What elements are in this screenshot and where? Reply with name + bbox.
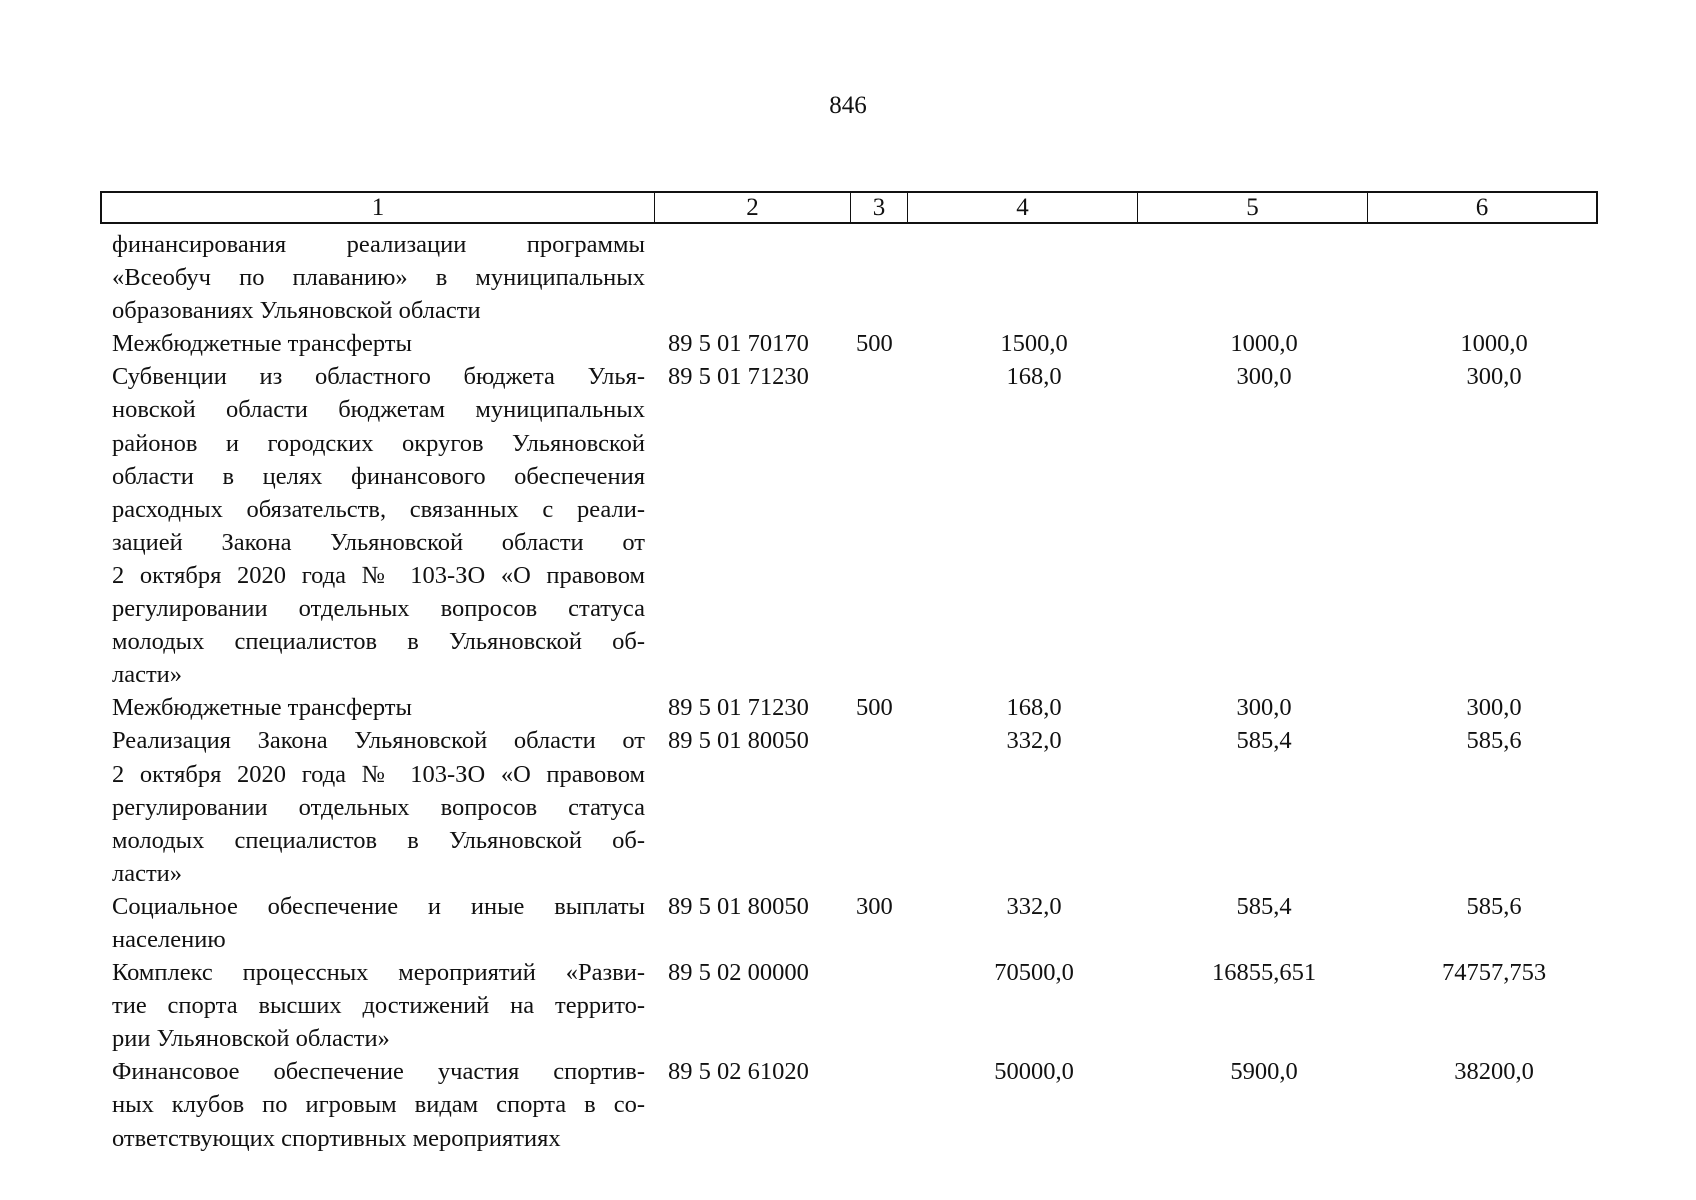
description-line: 2 октября 2020 года № 103-ЗО «О правовом xyxy=(112,561,645,589)
row-value-5: 5900,0 xyxy=(1230,1058,1298,1086)
row-type: 500 xyxy=(856,694,893,722)
row-value-6: 585,6 xyxy=(1466,727,1522,755)
row-value-6: 38200,0 xyxy=(1454,1058,1534,1086)
row-code: 89 5 02 61020 xyxy=(668,1058,809,1086)
table-row xyxy=(112,724,1598,889)
row-code: 89 5 01 80050 xyxy=(668,727,809,755)
header-col-5: 5 xyxy=(1138,193,1368,222)
description-line: зацией Закона Ульяновской области от xyxy=(112,528,645,556)
table-row xyxy=(112,1055,1598,1154)
header-col-4: 4 xyxy=(908,193,1138,222)
row-description xyxy=(112,890,645,956)
description-line: ласти» xyxy=(112,661,183,689)
description-line: регулировании отдельных вопросов статуса xyxy=(112,793,645,821)
row-description xyxy=(112,724,645,889)
description-line: регулировании отдельных вопросов статуса xyxy=(112,595,645,623)
row-code: 89 5 01 70170 xyxy=(668,330,809,358)
row-type: 500 xyxy=(856,330,893,358)
description-line: Межбюджетные трансферты xyxy=(112,694,412,722)
row-value-5: 1000,0 xyxy=(1230,330,1298,358)
row-description xyxy=(112,691,645,724)
row-value-4: 168,0 xyxy=(1006,363,1062,391)
header-col-2: 2 xyxy=(655,193,851,222)
row-value-4: 168,0 xyxy=(1006,694,1062,722)
header-col-6: 6 xyxy=(1475,194,1489,221)
page-number: 846 xyxy=(829,92,867,119)
row-value-4: 70500,0 xyxy=(994,959,1074,987)
description-line: рии Ульяновской области» xyxy=(112,1025,390,1053)
row-code: 89 5 02 00000 xyxy=(668,959,809,987)
description-line: Межбюджетные трансферты xyxy=(112,330,412,358)
row-description xyxy=(112,360,645,691)
row-value-6: 300,0 xyxy=(1466,694,1522,722)
row-value-5: 585,4 xyxy=(1236,727,1292,755)
description-line: образованиях Ульяновской области xyxy=(112,297,481,325)
description-line: молодых специалистов в Ульяновской об- xyxy=(112,826,645,854)
table-body xyxy=(112,228,1598,1155)
description-line: 2 октября 2020 года № 103-ЗО «О правовом xyxy=(112,760,645,788)
description-line: районов и городских округов Ульяновской xyxy=(112,429,645,457)
description-line: населению xyxy=(112,925,226,953)
row-code: 89 5 01 71230 xyxy=(668,363,809,391)
row-code: 89 5 01 80050 xyxy=(668,892,809,920)
row-value-6: 585,6 xyxy=(1466,892,1522,920)
row-description xyxy=(112,228,645,327)
table-row xyxy=(112,360,1598,691)
row-value-4: 1500,0 xyxy=(1000,330,1068,358)
table-row xyxy=(112,228,1598,327)
row-value-5: 300,0 xyxy=(1236,694,1292,722)
description-line: Реализация Закона Ульяновской области от xyxy=(112,727,645,755)
row-description xyxy=(112,956,645,1055)
row-value-6: 1000,0 xyxy=(1460,330,1528,358)
row-description xyxy=(112,1055,645,1154)
row-value-5: 300,0 xyxy=(1236,363,1292,391)
description-line: ответствующих спортивных мероприятиях xyxy=(112,1124,561,1152)
table-row xyxy=(112,691,1598,724)
description-line: «Всеобуч по плаванию» в муниципальных xyxy=(112,264,645,292)
table-row xyxy=(112,327,1598,360)
description-line: тие спорта высших достижений на террито- xyxy=(112,992,645,1020)
row-value-4: 332,0 xyxy=(1006,892,1062,920)
row-value-4: 332,0 xyxy=(1006,727,1062,755)
row-code: 89 5 01 71230 xyxy=(668,694,809,722)
description-line: новской области бюджетам муниципальных xyxy=(112,396,645,424)
row-value-4: 50000,0 xyxy=(994,1058,1074,1086)
description-line: ных клубов по игровым видам спорта в со- xyxy=(112,1091,645,1119)
table-row xyxy=(112,956,1598,1055)
description-line: финансирования реализации программы xyxy=(112,231,645,258)
description-line: ласти» xyxy=(112,859,183,887)
table-row xyxy=(112,890,1598,956)
row-description xyxy=(112,327,645,360)
row-value-6: 74757,753 xyxy=(1441,959,1547,987)
row-value-5: 585,4 xyxy=(1236,892,1292,920)
description-line: Субвенции из областного бюджета Улья- xyxy=(112,363,645,391)
row-type: 300 xyxy=(856,892,893,920)
description-line: расходных обязательств, связанных с реали- xyxy=(112,495,645,523)
header-col-1: 1 xyxy=(102,193,655,222)
header-col-3: 3 xyxy=(851,193,908,222)
description-line: Социальное обеспечение и иные выплаты xyxy=(112,892,645,920)
row-value-5: 16855,651 xyxy=(1211,959,1317,987)
row-value-6: 300,0 xyxy=(1466,363,1522,391)
description-line: Финансовое обеспечение участия спортив- xyxy=(112,1058,645,1086)
description-line: области в целях финансового обеспечения xyxy=(112,462,645,490)
description-line: молодых специалистов в Ульяновской об- xyxy=(112,628,645,656)
table-header xyxy=(100,191,1598,224)
description-line: Комплекс процессных мероприятий «Разви- xyxy=(112,959,645,987)
